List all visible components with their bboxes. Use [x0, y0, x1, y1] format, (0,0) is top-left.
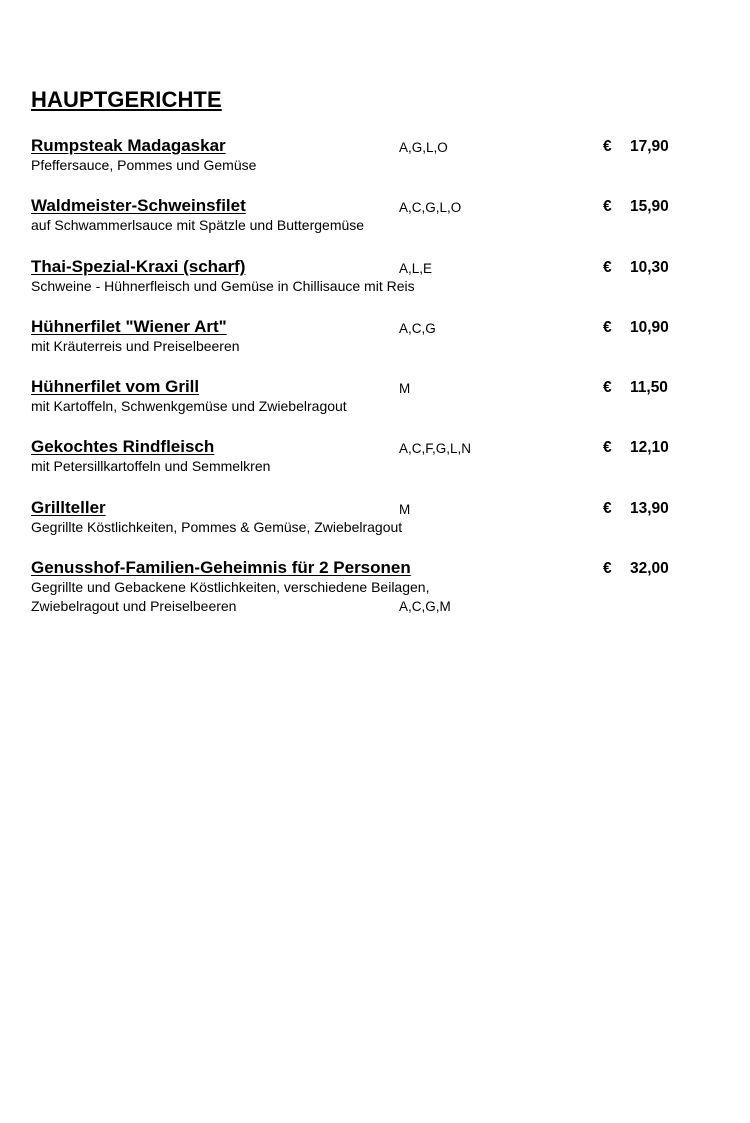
dish-price: 10,90: [630, 318, 669, 336]
menu-item: [31, 135, 711, 195]
dish-name: Hühnerfilet "Wiener Art": [31, 316, 227, 336]
dish-price: 12,10: [630, 439, 669, 457]
currency-symbol: €: [603, 138, 612, 155]
dish-name: Rumpsteak Madagaskar: [31, 136, 226, 155]
currency-symbol: €: [603, 198, 612, 216]
dish-price: 17,90: [630, 138, 669, 155]
allergen-codes: A,L,E: [399, 260, 433, 276]
page-title: HAUPTGERICHTE: [31, 87, 222, 112]
currency-symbol: €: [603, 318, 612, 336]
dish-name: Grillteller: [31, 497, 106, 517]
menu-item: [31, 316, 711, 376]
currency-symbol: €: [603, 439, 612, 457]
dish-price: 32,00: [630, 560, 669, 578]
allergen-codes: M: [399, 501, 411, 517]
dish-description: mit Petersillkartoffeln und Semmelkren: [31, 458, 271, 475]
dish-description: Gegrillte und Gebackene Köstlichkeiten, verschiedene Beilagen,: [31, 579, 430, 596]
dish-description: mit Kartoffeln, Schwenkgemüse und Zwiebelragout: [31, 398, 347, 415]
dish-description: mit Kräuterreis und Preiselbeeren: [31, 337, 240, 354]
allergen-codes: M: [399, 381, 411, 397]
currency-symbol: €: [603, 499, 612, 517]
currency-symbol: €: [603, 560, 612, 578]
dish-name: Thai-Spezial-Kraxi (scharf): [31, 256, 246, 276]
currency-symbol: €: [603, 258, 612, 276]
dish-name: Genusshof-Familien-Geheimnis für 2 Personen: [31, 558, 411, 578]
allergen-codes: A,G,L,O: [399, 140, 448, 155]
menu-item: [31, 256, 711, 316]
currency-symbol: €: [603, 379, 612, 397]
menu-item: [31, 436, 711, 496]
dish-description: Schweine - Hühnerfleisch und Gemüse in Chillisauce mit Reis: [31, 277, 415, 294]
menu-item: [31, 195, 711, 255]
dish-description-line2: Zwiebelragout und Preiselbeeren: [31, 598, 237, 615]
dish-name: Hühnerfilet vom Grill: [31, 377, 200, 397]
menu-item: [31, 497, 711, 557]
menu-list: [31, 135, 711, 617]
dish-name: Waldmeister-Schweinsfilet: [31, 196, 246, 216]
dish-description: auf Schwammerlsauce mit Spätzle und Buttergemüse: [31, 217, 365, 234]
dish-description: Pfeffersauce, Pommes und Gemüse: [31, 157, 257, 173]
allergen-codes: A,C,G: [399, 320, 436, 336]
allergen-codes: A,C,F,G,L,N: [399, 441, 472, 457]
dish-name: Gekochtes Rindfleisch: [31, 437, 215, 457]
menu-item: [31, 557, 711, 617]
dish-description: Gegrillte Köstlichkeiten, Pommes & Gemüse, Zwiebelragout: [31, 518, 403, 535]
dish-price: 13,90: [630, 499, 669, 517]
dish-price: 11,50: [630, 379, 668, 397]
allergen-codes: A,C,G,M: [399, 599, 451, 615]
menu-item: [31, 376, 711, 436]
dish-price: 15,90: [630, 198, 669, 216]
allergen-codes: A,C,G,L,O: [399, 200, 462, 216]
dish-price: 10,30: [630, 258, 669, 276]
